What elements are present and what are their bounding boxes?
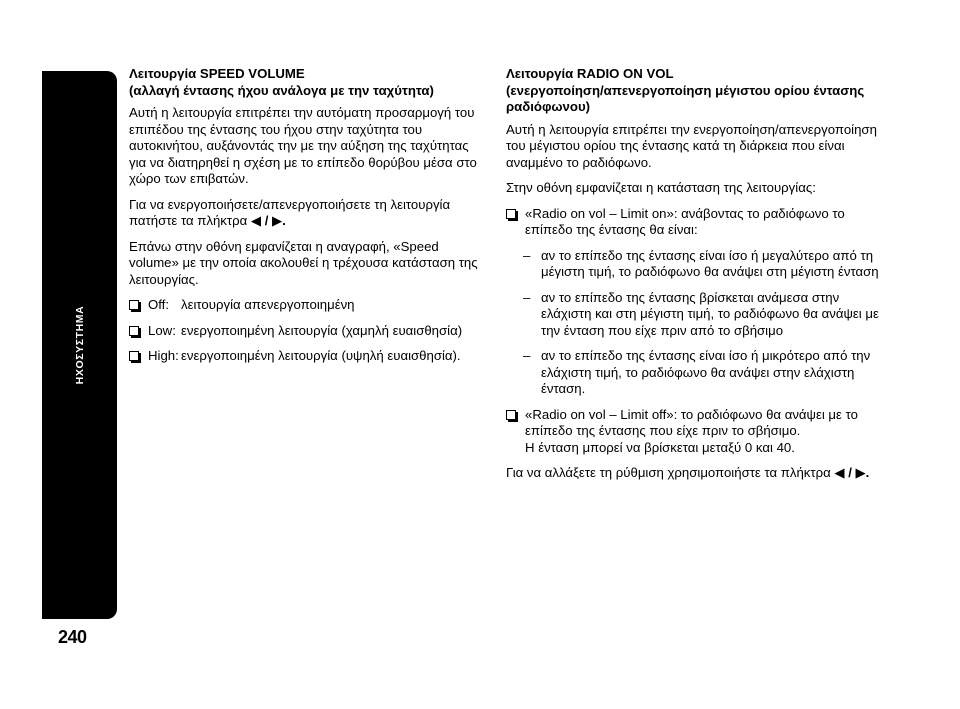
arrow-keys-icon: ◀ / ▶. [834, 465, 870, 480]
radio-on-vol-description: Αυτή η λειτουργία επιτρέπει την ενεργοποίηση/απενεργοποίηση του μέγιστου ορίου της έντασης κατά τη διάρκεια που είναι αναμμένο το ραδιόφωνο. [506, 121, 877, 170]
radio-on-vol-status-intro: Στην οθόνη εμφανίζεται η κατάσταση της λειτουργίας: [506, 180, 816, 195]
radio-on-vol-change-instruction: Για να αλλάξετε τη ρύθμιση χρησιμοποιήστε τα πλήκτρα ◀ / ▶. [506, 465, 870, 480]
speed-volume-display-note: Επάνω στην οθόνη εμφανίζεται η αναγραφή, «Speed volume» με την οποία ακολουθεί η τρέχουσα κατάσταση της λειτουργίας. [129, 238, 478, 287]
dash-item: – αν το επίπεδο της έντασης βρίσκεται ανάμεσα στην ελάχιστη και στη μέγιστη τιμή, το ραδιόφωνο θα ανάψει με την ένταση που είχε πριν από το σβήσιμο [523, 289, 879, 338]
bullet-box-icon [129, 351, 139, 361]
arrow-keys-icon: ◀ / ▶. [250, 213, 286, 228]
left-column [129, 66, 481, 374]
right-column [506, 66, 886, 491]
bullet-box-icon [506, 209, 516, 219]
limit-on-item: «Radio on vol – Limit on»: ανάβοντας το ραδιόφωνο το επίπεδο της έντασης θα είναι: [506, 206, 886, 239]
radio-on-vol-heading: Λειτουργία RADIO ON VOL (ενεργοποίηση/απενεργοποίηση μέγιστου ορίου έντασης ραδιόφωνου) [506, 66, 865, 114]
bullet-box-icon [129, 326, 139, 336]
bullet-box-icon [506, 410, 516, 420]
speed-volume-toggle-instruction: Για να ενεργοποιήσετε/απενεργοποιήσετε τη λειτουργία πατήστε τα πλήκτρα ◀ / ▶. [129, 196, 451, 228]
option-off: Off: λειτουργία απενεργοποιημένη [129, 297, 481, 314]
page-number: 240 [58, 627, 87, 647]
dash-item: – αν το επίπεδο της έντασης είναι ίσο ή μεγαλύτερο από τη μέγιστη τιμή, το ραδιόφωνο θα ανάψει στη μέγιστη ένταση [523, 247, 879, 279]
bullet-box-icon [129, 300, 139, 310]
dash-item: – αν το επίπεδο της έντασης είναι ίσο ή μικρότερο από την ελάχιστη τιμή, το ραδιόφωνο θα ανάψει στην ελάχιστη ένταση. [523, 348, 871, 396]
option-high: High: ενεργοποιημένη λειτουργία (υψηλή ευαισθησία). [129, 348, 481, 365]
limit-off-item: «Radio on vol – Limit off»: το ραδιόφωνο θα ανάψει με το επίπεδο της έντασης που είχε πριν το σβήσιμο. Η ένταση μπορεί να βρίσκεται μεταξύ 0 και 40. [506, 407, 886, 457]
speed-volume-description: Αυτή η λειτουργία επιτρέπει την αυτόματη προσαρμογή του επιπέδου της έντασης του ήχου στην ταχύτητα του αυτοκινήτου, αυξάνοντάς την με την αύξηση της ταχύτητας για να διατηρηθεί η σχέση με το επίπεδο θορύβου μέσα στο χώρο των επιβατών. [129, 105, 477, 186]
section-label: ΗΧΟΣΥΣΤΗΜΑ [74, 305, 86, 385]
option-low: Low: ενεργοποιημένη λειτουργία (χαμηλή ευαισθησία) [129, 323, 481, 340]
speed-volume-heading: Λειτουργία SPEED VOLUME (αλλαγή έντασης ήχου ανάλογα με την ταχύτητα) [129, 66, 434, 98]
